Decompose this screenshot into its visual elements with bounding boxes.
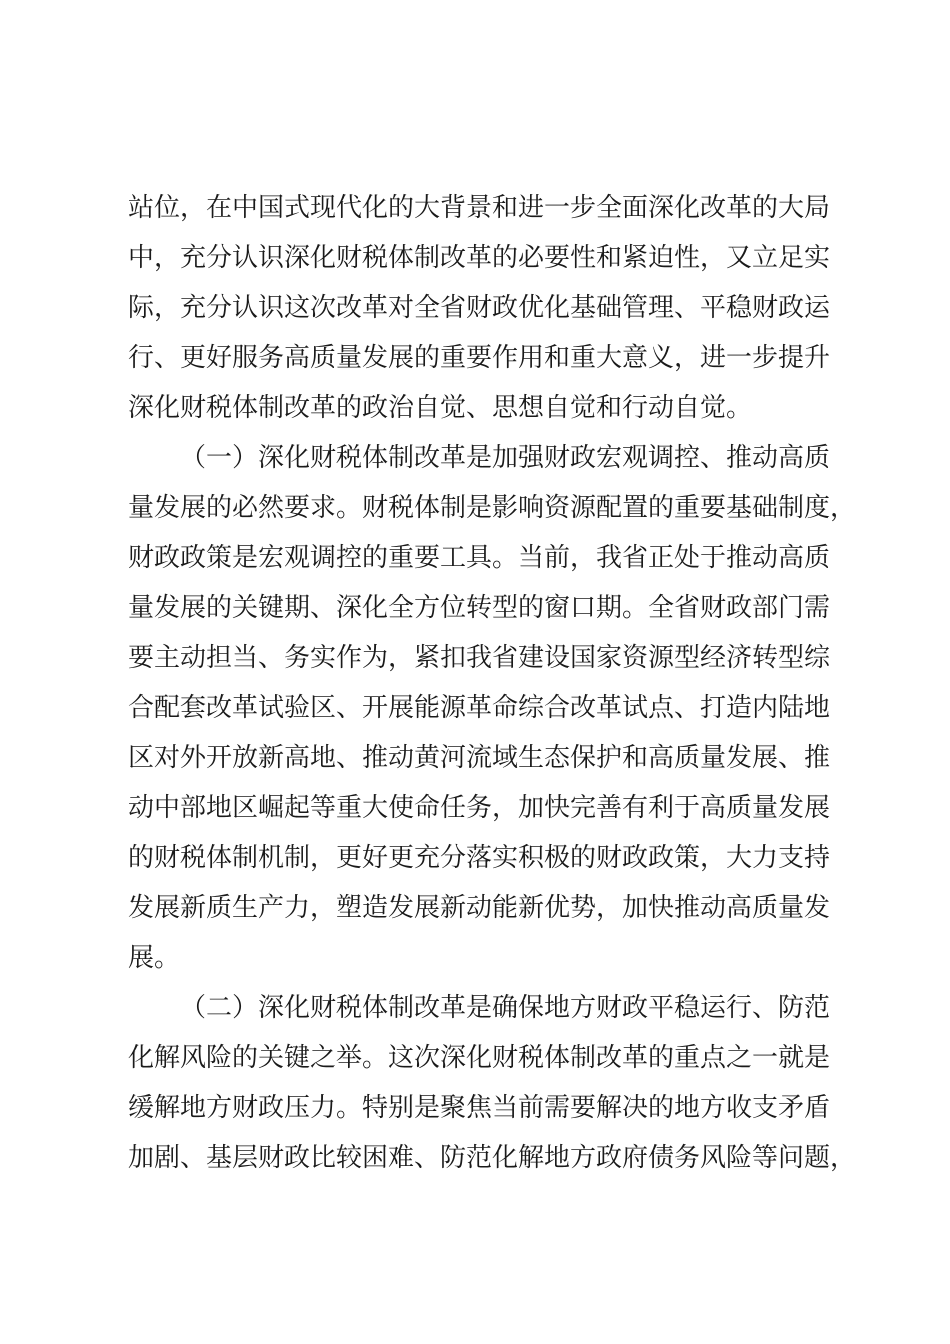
text-line: 发展新质生产力，塑造发展新动能新优势，加快推动高质量发: [128, 893, 831, 923]
text-line: 加剧、基层财政比较困难、防范化解地方政府债务风险等问题，: [128, 1143, 857, 1173]
text-line: 展。: [128, 943, 181, 973]
text-line: 量发展的关键期、深化全方位转型的窗口期。全省财政部门需: [128, 593, 831, 623]
body-text: [128, 183, 857, 1183]
text-line: 动中部地区崛起等重大使命任务，加快完善有利于高质量发展: [128, 793, 831, 823]
text-line: 财政政策是宏观调控的重要工具。当前，我省正处于推动高质: [128, 543, 831, 573]
text-line: 要主动担当、务实作为，紧扣我省建设国家资源型经济转型综: [128, 643, 831, 673]
text-line: 合配套改革试验区、开展能源革命综合改革试点、打造内陆地: [128, 693, 831, 723]
text-line: 化解风险的关键之举。这次深化财税体制改革的重点之一就是: [128, 1043, 831, 1073]
text-line: 的财税体制机制，更好更充分落实积极的财政政策，大力支持: [128, 843, 831, 873]
text-line: 深化财税体制改革的政治自觉、思想自觉和行动自觉。: [128, 393, 753, 423]
section-heading-2: （二）深化财税体制改革是确保地方财政平稳运行、防范: [180, 993, 831, 1023]
text-line: 站位，在中国式现代化的大背景和进一步全面深化改革的大局: [128, 193, 831, 223]
text-line: 中，充分认识深化财税体制改革的必要性和紧迫性，又立足实: [128, 243, 831, 273]
text-line: 行、更好服务高质量发展的重要作用和重大意义，进一步提升: [128, 343, 831, 373]
section-heading-1: （一）深化财税体制改革是加强财政宏观调控、推动高质: [180, 443, 831, 473]
text-line: 区对外开放新高地、推动黄河流域生态保护和高质量发展、推: [128, 743, 831, 773]
text-line: 量发展的必然要求。财税体制是影响资源配置的重要基础制度，: [128, 493, 857, 523]
text-line: 际，充分认识这次改革对全省财政优化基础管理、平稳财政运: [128, 293, 831, 323]
text-line: 缓解地方财政压力。特别是聚焦当前需要解决的地方收支矛盾: [128, 1093, 831, 1123]
